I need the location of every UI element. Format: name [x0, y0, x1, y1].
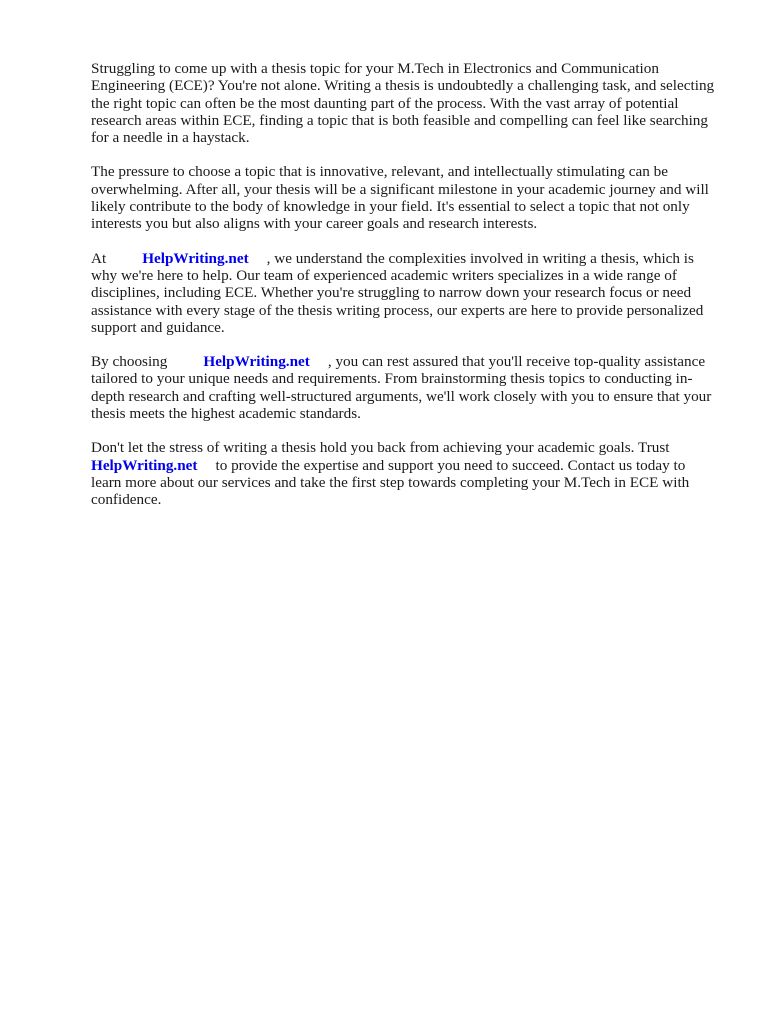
service-paragraph: [91, 250, 717, 336]
service-paragraph-lead: At: [91, 249, 107, 267]
intro-paragraph: Struggling to come up with a thesis topic for your M.Tech in Electronics and Communication Engineering (ECE)? You're not alone. Writing a thesis is undoubtedly a challenging task, and selecting the right topic can often be the most daunting part of the process. With the vast array of potential research areas within ECE, finding a topic that is both feasible and compelling can feel like searching for a needle in a haystack.: [91, 60, 715, 147]
closing-paragraph-lead: Don't let the stress of writing a thesis hold you back from achieving your academic goals. Trust: [91, 439, 670, 457]
helpwriting-link[interactable]: HelpWriting.net: [142, 249, 249, 267]
choosing-paragraph: [91, 353, 717, 422]
document-body: [91, 60, 717, 526]
service-paragraph-text: , we understand the complexities involved in writing a thesis, which is why we're here to help. Our team of experienced academic writers specializes in a wide range of disciplines, including ECE. Whether you're struggling to narrow down your research focus or need assistance with every stage of the thesis writing process, our experts are here to provide personalized support and guidance.: [91, 249, 704, 336]
closing-paragraph: [91, 439, 717, 508]
helpwriting-link[interactable]: HelpWriting.net: [91, 456, 198, 474]
choosing-paragraph-text: , you can rest assured that you'll receive top-quality assistance tailored to your unique needs and requirements. From brainstorming thesis topics to conducting in-depth research and crafting well-structured arguments, we'll work closely with you to ensure that your thesis meets the highest academic standards.: [91, 353, 712, 423]
choosing-paragraph-lead: By choosing: [91, 353, 168, 371]
closing-paragraph-text: to provide the expertise and support you need to succeed. Contact us today to learn more about our services and take the first step towards completing your M.Tech in ECE with confidence.: [91, 456, 690, 509]
pressure-paragraph: The pressure to choose a topic that is innovative, relevant, and intellectually stimulating can be overwhelming. After all, your thesis will be a significant milestone in your academic journey and will likely contribute to the body of knowledge in your field. It's essential to select a topic that not only interests you but also aligns with your career goals and research interests.: [91, 163, 709, 233]
helpwriting-link[interactable]: HelpWriting.net: [203, 353, 310, 371]
